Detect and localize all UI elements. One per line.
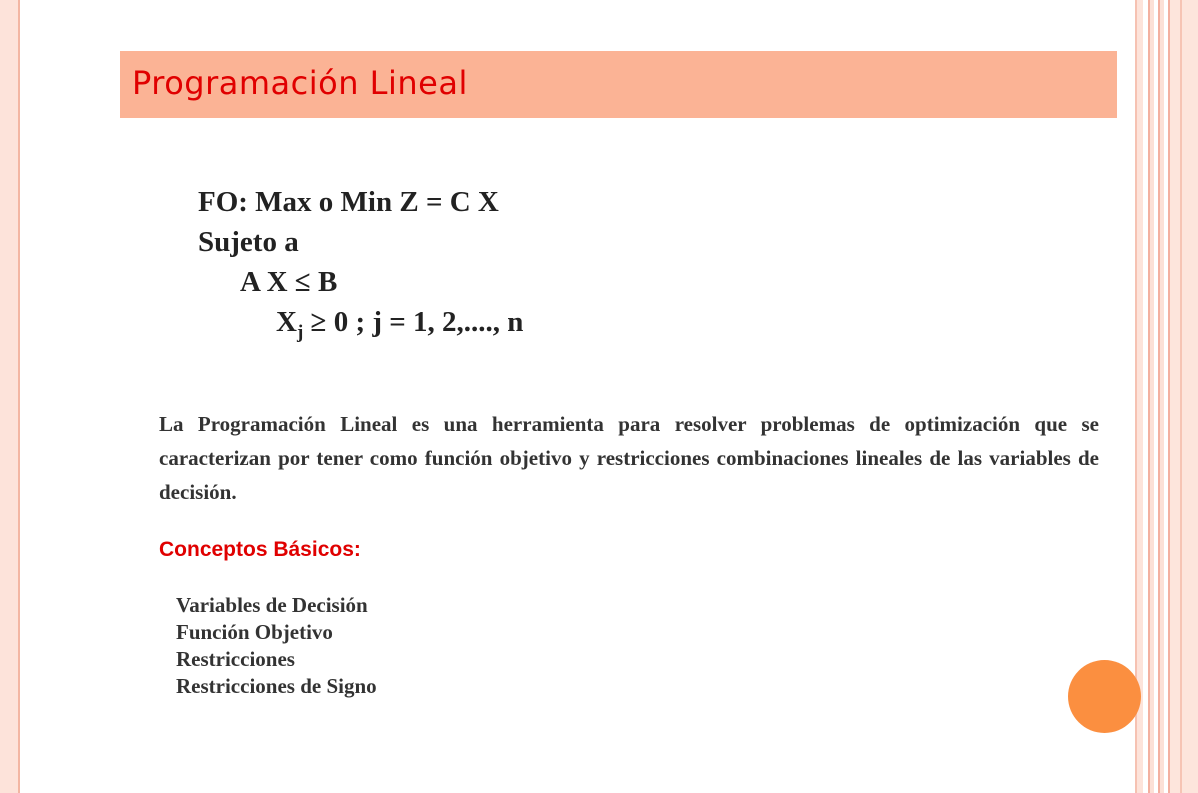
title-banner <box>120 51 1117 118</box>
sign-constraint-var: X <box>276 306 297 338</box>
slide-title: Programación Lineal <box>132 64 468 102</box>
list-item: Restricciones de Signo <box>176 674 377 698</box>
concepts-heading: Conceptos Básicos: <box>159 538 361 561</box>
left-border-line <box>18 0 20 793</box>
list-item: Restricciones <box>176 647 295 671</box>
lp-formulation <box>198 182 523 342</box>
decorative-circle <box>1068 660 1141 733</box>
sign-constraint-subscript: j <box>296 322 304 343</box>
sign-constraint-rest: ≥ 0 ; j = 1, 2,...., n <box>303 306 524 338</box>
list-item: Variables de Decisión <box>176 593 368 617</box>
right-border-stripes <box>1135 0 1198 793</box>
objective-function: FO: Max o Min Z = C X <box>198 186 499 218</box>
concepts-list <box>176 592 377 700</box>
description-paragraph: La Programación Lineal es una herramienta para resolver problemas de optimización que se caracterizan por tener como función objetivo y restricciones combinaciones lineales de las variables de decisión. <box>159 412 1099 504</box>
subject-to-label: Sujeto a <box>198 226 299 258</box>
list-item: Función Objetivo <box>176 620 333 644</box>
left-border-band <box>0 0 18 793</box>
constraint-line: A X ≤ B <box>240 266 338 298</box>
sign-constraint-line <box>198 302 523 342</box>
